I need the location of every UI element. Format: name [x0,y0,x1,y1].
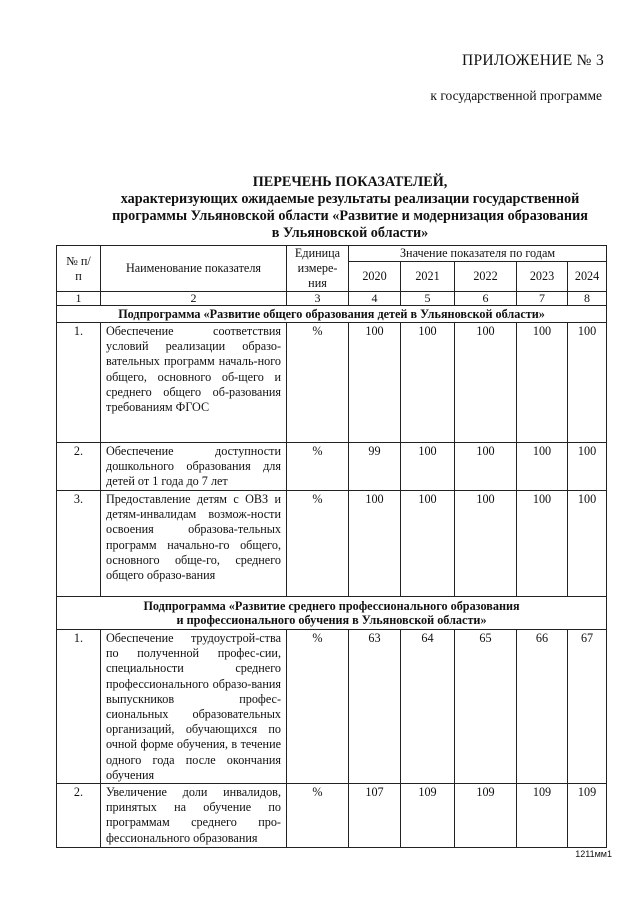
row-index: 1. [57,630,101,784]
table-row [57,323,607,443]
column-numbers-row [57,292,607,306]
title-line-3: программы Ульяновской области «Развитие и модернизация образования [112,208,588,224]
col-header-values: Значение показателя по годам [349,246,607,262]
value-cell: 109 [517,784,568,848]
value-cell: 100 [517,491,568,597]
column-number: 2 [101,292,287,306]
subprogram-row [57,306,607,323]
title-line-1: ПЕРЕЧЕНЬ ПОКАЗАТЕЛЕЙ, [252,174,448,190]
column-number: 7 [517,292,568,306]
row-index: 2. [57,784,101,848]
indicator-unit: % [287,784,349,848]
value-cell: 100 [517,443,568,491]
indicator-name: Обеспечение трудоустрой-ства по полученной профес-сии, специальности среднего профессионального образо-вания выпускников профес-сиональных образовательных организаций, обучающихся по очной форме обучения, в течение одного года после окончания обучения [101,630,287,784]
column-number: 3 [287,292,349,306]
column-number: 1 [57,292,101,306]
row-index: 1. [57,323,101,443]
year-cell: 2023 [517,261,568,291]
value-cell: 109 [401,784,455,848]
subprogram-title-line-1: Подпрограмма «Развитие среднего профессионального образования [143,599,520,613]
table-row [57,491,607,597]
indicator-name: Предоставление детям с ОВЗ и детям-инвалидам возмож-ности освоения образова-тельных программ начально-го общего, основного обще-го, среднего общего образо-вания [101,491,287,597]
indicator-name: Увеличение доли инвалидов, принятых на обучение по программам среднего про-фессионального образования [101,784,287,848]
value-cell: 67 [568,630,607,784]
subprogram-title [57,597,607,630]
year-cell: 2020 [349,261,401,291]
subprogram-title: Подпрограмма «Развитие общего образования детей в Ульяновской области» [57,306,607,323]
column-number: 6 [455,292,517,306]
value-cell: 63 [349,630,401,784]
title-line-2: характеризующих ожидаемые результаты реализации государственной [120,191,580,207]
value-cell: 100 [568,323,607,443]
value-cell: 100 [455,323,517,443]
value-cell: 100 [401,323,455,443]
column-number: 8 [568,292,607,306]
year-cell: 2021 [401,261,455,291]
appendix-subtitle: к государственной программе [430,88,602,103]
value-cell: 109 [568,784,607,848]
indicator-unit: % [287,630,349,784]
value-cell: 100 [349,323,401,443]
col-header-name: Наименование показателя [101,246,287,292]
column-number: 4 [349,292,401,306]
value-cell: 100 [401,443,455,491]
year-cell: 2024 [568,261,607,291]
indicator-unit: % [287,323,349,443]
table-row [57,784,607,848]
indicator-name: Обеспечение доступности дошкольного образования для детей от 1 года до 7 лет [101,443,287,491]
row-index: 2. [57,443,101,491]
indicator-name: Обеспечение соответствия условий реализации образо-вательных программ началь-ного общего, основного об-щего и среднего общего об-разования требованиям ФГОС [101,323,287,443]
indicator-unit: % [287,443,349,491]
table-row [57,630,607,784]
value-cell: 100 [401,491,455,597]
indicators-table [56,245,607,848]
value-cell: 100 [568,443,607,491]
value-cell: 66 [517,630,568,784]
value-cell: 99 [349,443,401,491]
subprogram-title-line-2: и профессионального обучения в Ульяновской области» [176,613,487,627]
col-header-num: № п/п [57,246,101,292]
value-cell: 107 [349,784,401,848]
header-row [57,246,607,262]
title-line-4: в Ульяновской области» [271,225,429,241]
value-cell: 100 [455,443,517,491]
row-index: 3. [57,491,101,597]
subprogram-row [57,597,607,630]
value-cell: 65 [455,630,517,784]
document-code: 1211мм1 [575,849,612,859]
value-cell: 100 [517,323,568,443]
value-cell: 100 [455,491,517,597]
document-title [60,174,640,242]
col-header-unit: Единица измере-ния [287,246,349,292]
column-number: 5 [401,292,455,306]
year-cell: 2022 [455,261,517,291]
table-row [57,443,607,491]
value-cell: 100 [349,491,401,597]
indicator-unit: % [287,491,349,597]
value-cell: 100 [568,491,607,597]
value-cell: 109 [455,784,517,848]
value-cell: 64 [401,630,455,784]
appendix-label: ПРИЛОЖЕНИЕ № 3 [461,52,604,69]
